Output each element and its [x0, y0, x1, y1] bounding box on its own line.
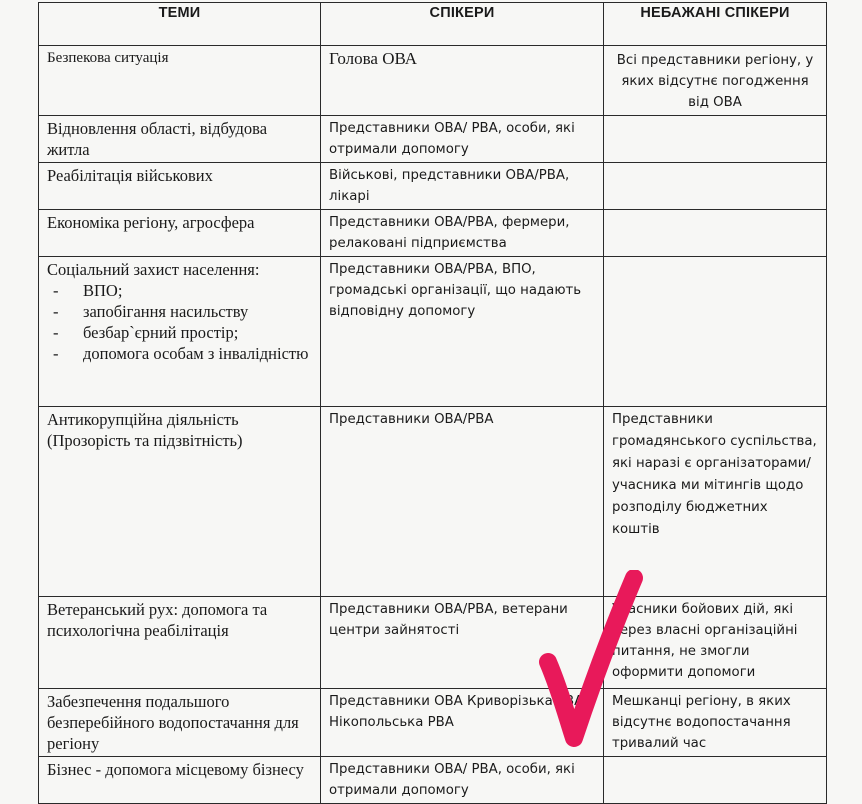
header-unwanted-speakers: НЕБАЖАНІ СПІКЕРИ	[604, 3, 827, 46]
table-row	[39, 257, 827, 407]
topic-cell: Антикорупційна діяльність (Прозорість та підзвітність)	[39, 407, 321, 597]
table-row	[39, 757, 827, 804]
table-row	[39, 407, 827, 597]
speakers-table	[38, 2, 827, 804]
topic-cell: Бізнес - допомога місцевому бізнесу	[39, 757, 321, 804]
list-item: - безбар`єрний простір;	[47, 322, 312, 343]
table-row	[39, 116, 827, 163]
topic-title: Соціальний захист населення:	[47, 260, 260, 279]
topic-cell: Забезпечення подальшого безперебійного водопостачання для регіону	[39, 689, 321, 757]
topic-cell	[39, 257, 321, 407]
table-row	[39, 689, 827, 757]
speakers-cell: Представники ОВА/РВА, ветерани центри зайнятості	[321, 597, 604, 689]
speakers-cell: Представники ОВА/ РВА, особи, які отримали допомогу	[321, 116, 604, 163]
speakers-cell: Представники ОВА/РВА	[321, 407, 604, 597]
table-row	[39, 163, 827, 210]
table-row	[39, 46, 827, 116]
speakers-cell: Представники ОВА/РВА, ВПО, громадські організації, що надають відповідну допомогу	[321, 257, 604, 407]
header-row	[39, 3, 827, 46]
table-row	[39, 210, 827, 257]
unwanted-cell: Представники громадянського суспільства, які наразі є організаторами/учасника ми мітингів щодо розподілу бюджетних коштів	[604, 407, 827, 597]
speakers-cell: Представники ОВА/ РВА, особи, які отримали допомогу	[321, 757, 604, 804]
topic-cell: Відновлення області, відбудова житла	[39, 116, 321, 163]
list-item: - ВПО;	[47, 280, 312, 301]
header-topics: ТЕМИ	[39, 3, 321, 46]
speakers-cell: Голова ОВА	[321, 46, 604, 116]
topic-cell: Безпекова ситуація	[39, 46, 321, 116]
speakers-cell: Військові, представники ОВА/РВА, лікарі	[321, 163, 604, 210]
unwanted-cell: Учасники бойових дій, які через власні організаційні питання, не змогли оформити допомоги	[604, 597, 827, 689]
table-row	[39, 597, 827, 689]
speakers-cell: Представники ОВА Криворізька РВА Нікопольська РВА	[321, 689, 604, 757]
unwanted-cell	[604, 757, 827, 804]
list-item: - запобігання насильству	[47, 301, 312, 322]
topic-cell: Реабілітація військових	[39, 163, 321, 210]
unwanted-cell	[604, 116, 827, 163]
unwanted-cell: Всі представники регіону, у яких відсутнє погодження від ОВА	[604, 46, 827, 116]
header-speakers: СПІКЕРИ	[321, 3, 604, 46]
unwanted-cell	[604, 257, 827, 407]
list-item: - допомога особам з інвалідністю	[47, 343, 312, 364]
topic-cell: Ветеранський рух: допомога та психологічна реабілітація	[39, 597, 321, 689]
topic-cell: Економіка регіону, агросфера	[39, 210, 321, 257]
unwanted-cell	[604, 210, 827, 257]
unwanted-cell	[604, 163, 827, 210]
topic-list	[47, 280, 312, 364]
speakers-cell: Представники ОВА/РВА, фермери, релаковані підприємства	[321, 210, 604, 257]
unwanted-cell: Мешканці регіону, в яких відсутнє водопостачання тривалий час	[604, 689, 827, 757]
